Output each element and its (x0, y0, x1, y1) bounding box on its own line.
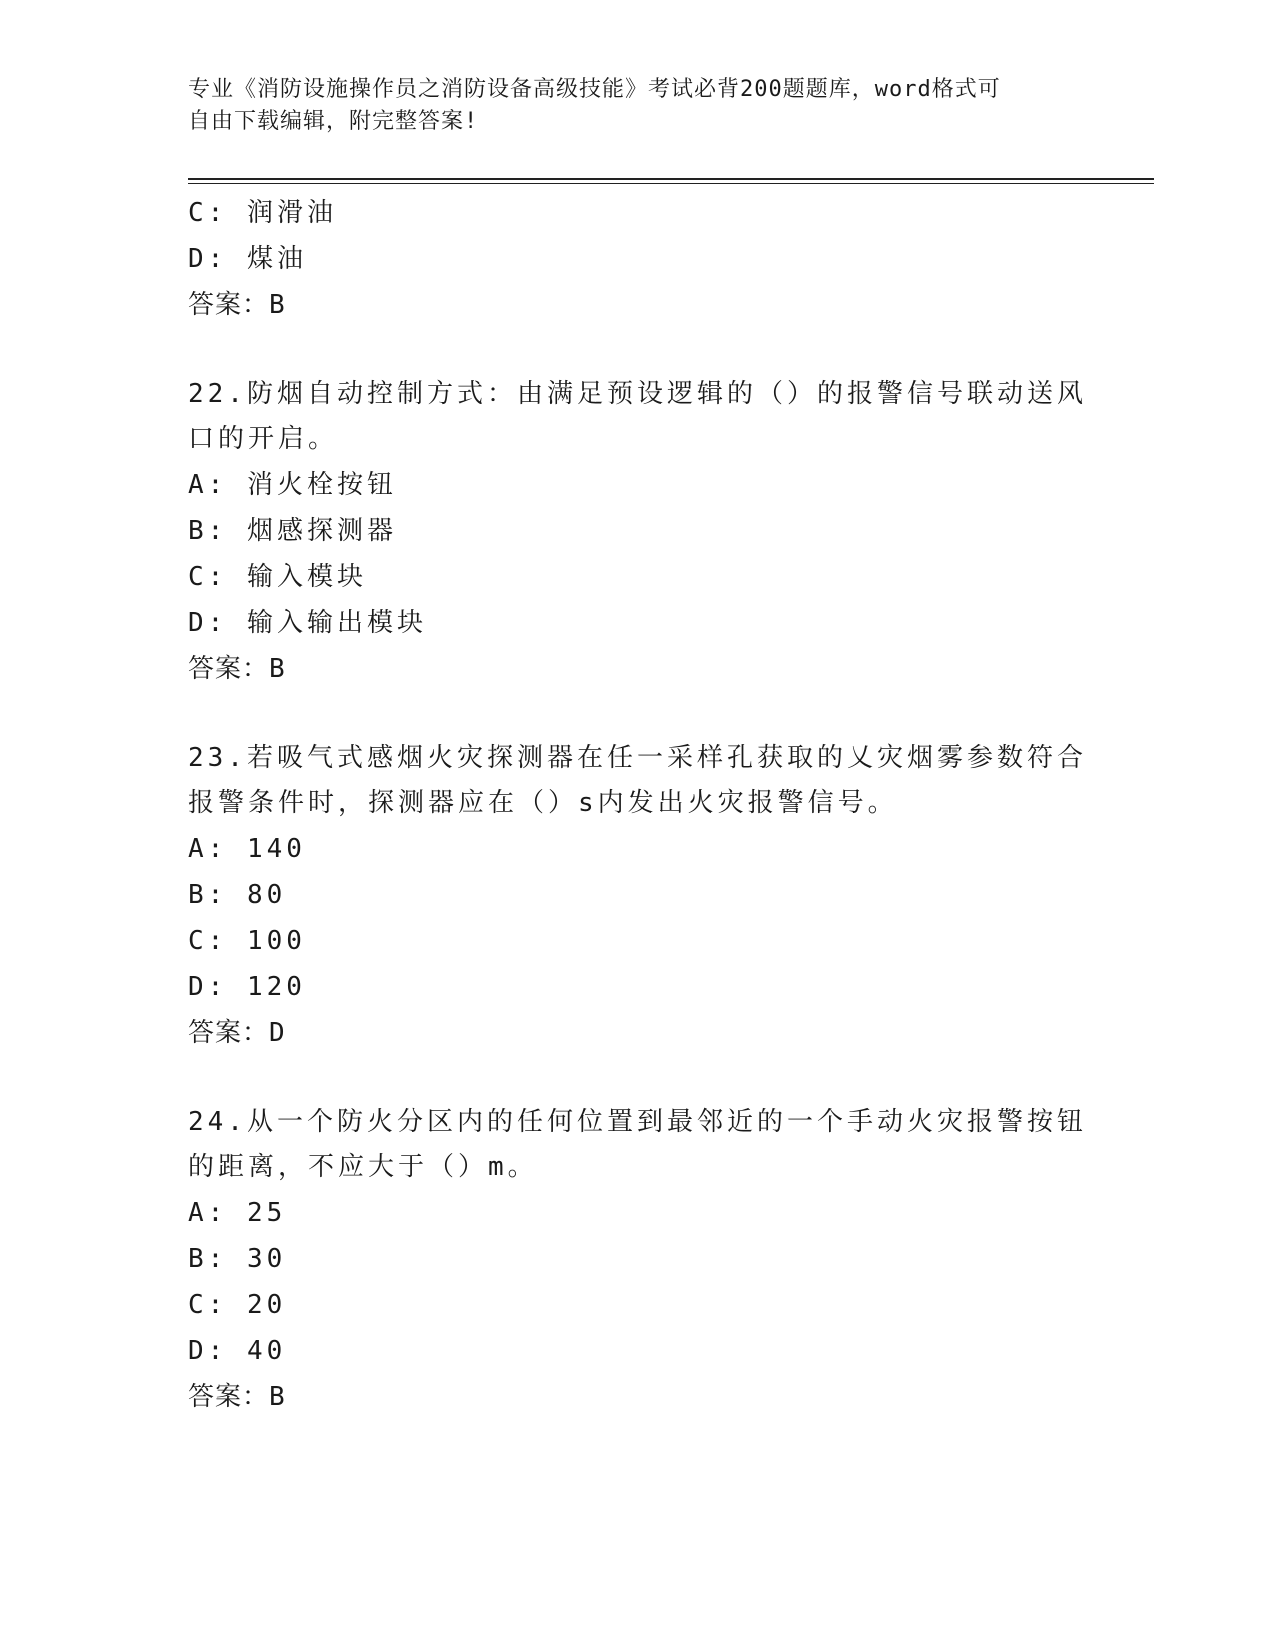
option-d (188, 236, 1088, 282)
answer-value: B (269, 1382, 286, 1412)
answer-line (188, 646, 1088, 692)
option-c (188, 190, 1088, 236)
option-key: B: (188, 1244, 228, 1274)
option-text: 输入输出模块 (246, 608, 427, 638)
option-key: C: (188, 198, 228, 228)
option-text: 消火栓按钮 (246, 470, 397, 500)
option-c (188, 1282, 1088, 1328)
option-b (188, 1236, 1088, 1282)
question-number: 24. (188, 1107, 247, 1137)
header-rule-thin (188, 183, 1154, 184)
question-body: 防烟自动控制方式：由满足预设逻辑的（）的报警信号联动送风口的开启。 (188, 379, 1087, 454)
question-body: 从一个防火分区内的任何位置到最邻近的一个手动火灾报警按钮的距离，不应大于（）m。 (188, 1107, 1087, 1182)
question-text (188, 736, 1088, 826)
carryover-block (188, 190, 1088, 328)
option-text: 40 (246, 1336, 287, 1366)
option-d (188, 964, 1088, 1010)
option-key: C: (188, 1290, 228, 1320)
question-body: 若吸气式感烟火灾探测器在任一采样孔获取的乂灾烟雾参数符合报警条件时，探测器应在（）s内发出火灾报警信号。 (188, 743, 1087, 818)
answer-label: 答案： (188, 290, 270, 320)
answer-label: 答案： (188, 1018, 270, 1048)
header-line-1: 专业《消防设施操作员之消防设备高级技能》考试必背200题题库，word格式可 (188, 77, 1001, 102)
option-c (188, 918, 1088, 964)
option-text: 煤油 (246, 244, 307, 274)
option-key: C: (188, 926, 228, 956)
question-number: 22. (188, 379, 247, 409)
answer-value: B (269, 290, 286, 320)
question-text (188, 372, 1088, 462)
option-text: 润滑油 (246, 198, 337, 228)
answer-line (188, 1374, 1088, 1420)
option-d (188, 1328, 1088, 1374)
option-a (188, 1190, 1088, 1236)
option-text: 烟感探测器 (246, 516, 397, 546)
option-text: 100 (246, 926, 306, 956)
question-text (188, 1100, 1088, 1190)
option-a (188, 826, 1088, 872)
option-key: B: (188, 880, 228, 910)
option-text: 30 (246, 1244, 287, 1274)
answer-line (188, 1010, 1088, 1056)
answer-label: 答案： (188, 654, 270, 684)
option-text: 20 (246, 1290, 287, 1320)
option-b (188, 872, 1088, 918)
header-rule-thick (188, 178, 1154, 180)
question-23 (188, 736, 1088, 1056)
option-key: D: (188, 244, 228, 274)
option-c (188, 554, 1088, 600)
option-text: 140 (246, 834, 306, 864)
answer-label: 答案： (188, 1382, 270, 1412)
document-body (188, 190, 1088, 1420)
option-key: D: (188, 972, 228, 1002)
option-key: C: (188, 562, 228, 592)
answer-value: D (269, 1018, 286, 1048)
option-key: D: (188, 608, 228, 638)
option-key: A: (188, 834, 228, 864)
option-key: A: (188, 1198, 228, 1228)
option-text: 80 (246, 880, 287, 910)
option-key: A: (188, 470, 228, 500)
option-b (188, 508, 1088, 554)
option-text: 输入模块 (246, 562, 367, 592)
question-22 (188, 372, 1088, 692)
page-header (188, 74, 1068, 138)
question-24 (188, 1100, 1088, 1420)
option-key: B: (188, 516, 228, 546)
option-key: D: (188, 1336, 228, 1366)
option-text: 25 (246, 1198, 287, 1228)
option-a (188, 462, 1088, 508)
option-text: 120 (246, 972, 306, 1002)
question-number: 23. (188, 743, 247, 773)
header-line-2: 自由下载编辑，附完整答案! (188, 109, 479, 134)
answer-value: B (269, 654, 286, 684)
answer-line (188, 282, 1088, 328)
option-d (188, 600, 1088, 646)
